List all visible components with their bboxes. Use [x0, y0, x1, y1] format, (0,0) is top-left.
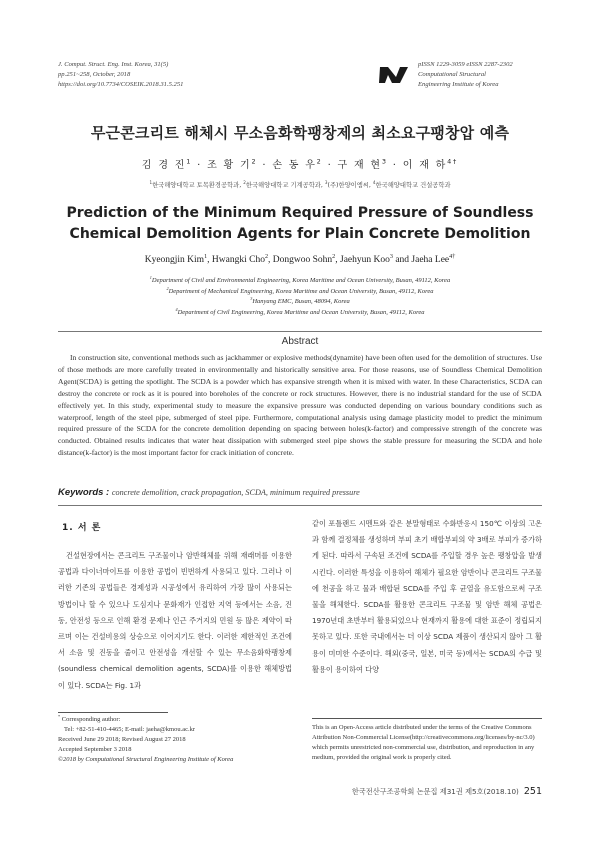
- affiliation-korean: 한국해양대학교 기계공학과,: [245, 182, 323, 189]
- keywords-text: concrete demolition, crack propagation, SCDA, minimum required pressure: [111, 488, 360, 497]
- open-access-notice: This is an Open-Access article distributed under the terms of the Creative Commons Attribution Non-Commercial License(http://creativecommons.org/licenses/by-nc/3.0) which permits unrestricted non-commercial use, distribution, and reproduction in any medium, provided the original work is properly cited.: [312, 718, 542, 763]
- title-english: Prediction of the Minimum Required Pressure of Soundless Chemical Demolition Agents for Plain Concrete Demolition: [66, 205, 534, 242]
- abstract-bottom-rule: [58, 505, 542, 506]
- publisher-name-line2: Engineering Institute of Korea: [418, 81, 499, 88]
- affiliation-mark: 2: [166, 285, 169, 291]
- author-affiliation-mark: 2: [316, 157, 323, 166]
- affiliation-mark: 1: [149, 274, 152, 280]
- author-korean: 김 경 진: [141, 160, 187, 171]
- affiliation-mark: 4: [372, 179, 376, 185]
- author-affiliation-mark: 4†: [447, 157, 459, 166]
- affiliation-english: [0, 276, 600, 287]
- journal-citation: J. Comput. Struct. Eng. Inst. Korea, 31(5): [58, 61, 169, 68]
- page-range: pp.251~258, October, 2018: [58, 71, 131, 78]
- intro-paragraph-left: 건설현장에서는 콘크리트 구조물이나 암반해체를 위해 재래머를 이용한 공법과 다이너마이트를 이용한 공법이 빈번하게 사용되고 있다. 그러나 이러한 기존의 공법들은 경제성과 시공성에서 유리하여 가장 많이 사용되는 방법이나 할 수 있으나 도심지나 문화재가 인접한 지역 등에서는 소음, 진동, 안전성 등으로 인해 환경 문제나 인근 주거지의 민원 등 많은 제약이 따르며 이는 건설비용의 상승으로 이어지기도 한다. 이러한 제한적인 조건에서 소음 및 진동을 줄이고 안전성을 개선할 수 있는 무소음화학팽창제(soundless chemical demolition agents, SCDA)를 이용한 해체방법이 있다. SCDA는 Fig. 1과: [58, 551, 292, 690]
- author-affiliation-mark: 2: [332, 253, 336, 260]
- doi-link[interactable]: https://doi.org/10.7734/COSEIK.2018.31.5.251: [58, 81, 184, 88]
- affiliations-korean: [0, 180, 600, 189]
- footnote-rule: [58, 712, 168, 713]
- author-korean: 구 재 현: [337, 160, 382, 171]
- publisher-header: [418, 60, 513, 90]
- section-heading-introduction: 1. 서 론: [62, 523, 102, 533]
- abstract-body: [58, 352, 542, 459]
- keywords: Keywords : concrete demolition, crack propagation, SCDA, minimum required pressure: [58, 487, 360, 498]
- corresponding-author-footnote: * Corresponding author: Tel: +82-51-410-4465; E-mail: jaeha@kmou.ac.kr Received June 29 2018; Revised August 27 2018 Accepted September 3 2018 ©2018 by Computational Structural Engineering Institute of Korea: [58, 715, 298, 765]
- author-english: Hwangki Cho: [211, 255, 265, 265]
- contact-info: Tel: +82-51-410-4465; E-mail: jaeha@kmou.ac.kr: [64, 726, 196, 733]
- author-english: Dongwoo Sohn: [272, 255, 333, 265]
- journal-header: [58, 60, 183, 90]
- page-footer: [0, 786, 542, 797]
- page-number: 251: [523, 786, 542, 797]
- abstract-top-rule: [58, 331, 542, 332]
- keywords-label: Keywords: [58, 487, 104, 498]
- received-date: Received June 29 2018; Revised August 27 2018: [58, 736, 186, 743]
- author-english: Kyeongjin Kim: [144, 255, 205, 265]
- affiliation-english: [0, 308, 600, 319]
- author-affiliation-mark: 1: [186, 157, 193, 166]
- authors-english: Kyeongjin Kim$^1$, Hwangki Cho$^2$, Dongwoo Sohn$^2$, Jaehyun Koo$^3$ and Jaeha Lee$^{4\dagger}$: [144, 253, 456, 265]
- affiliation-text: Department of Civil and Environmental Engineering, Korea Maritime and Ocean University, Busan, 49112, Korea: [151, 277, 451, 284]
- corresponding-label: Corresponding author:: [61, 716, 121, 723]
- publisher-logo-icon: [378, 63, 410, 85]
- author-korean: 조 황 기: [207, 160, 252, 171]
- author-affiliation-mark: 2: [251, 157, 258, 166]
- body-column-right: [312, 516, 542, 678]
- author-affiliation-mark: 3: [389, 253, 393, 260]
- intro-paragraph-right: 같이 포틀랜드 시멘트와 같은 분말형태로 수화반응시 150℃ 이상의 고온과 함께 결정체를 생성하며 부피 초기 배합부피의 약 3배로 부피가 증가하게 된다. 따라서 구속된 조건에 SCDA를 주입할 경우 높은 팽창압을 발생시킨다. 이러한 특성을 이용하여 해체가 필요한 암반이나 콘크리트 구조물에 천공을 하고 물과 배합된 SCDA를 주입 후 균열을 유도함으로써 구조물을 해체한다. SCDA를 활용한 콘크리트 구조물 및 암반 해체 공법은 1970년대 초반부터 활용되었으나 현재까지 활용에 대한 표준이 정립되지 못하고 있다. 또한 국내에서는 더 이상 SCDA 제품이 생산되지 않아 그 활용이 미미한 수준이다. 해외(중국, 일본, 미국 등)에서는 SCDA의 수급 및 활용이 용이하여 다양: [312, 519, 542, 674]
- affiliation-mark: 4: [175, 306, 178, 312]
- affiliation-english: [0, 287, 600, 298]
- issn: pISSN 1229-3059 eISSN 2287-2302: [418, 61, 513, 68]
- affiliation-mark: 2: [243, 179, 246, 185]
- affiliation-korean: 한국해양대학교 토목환경공학과,: [152, 182, 242, 189]
- affiliation-mark: 3: [324, 179, 328, 185]
- body-column-left: [58, 548, 292, 694]
- accepted-date: Accepted September 3 2018: [58, 746, 132, 753]
- affiliation-text: Hanyang EMC, Busan, 48094, Korea: [252, 298, 350, 306]
- publisher-name-line1: Computational Structural: [418, 71, 486, 78]
- affiliation-korean: (주)한양이엠씨,: [327, 182, 371, 189]
- affiliations-english: [0, 276, 600, 318]
- author-korean: 이 재 하: [402, 160, 448, 171]
- affiliation-english: [0, 297, 600, 308]
- author-affiliation-mark: 2: [264, 253, 269, 260]
- footer-journal: 한국전산구조공학회 논문집 제31권 제5호(2018.10): [351, 787, 519, 796]
- affiliation-mark: 3: [250, 296, 253, 302]
- affiliation-mark: 1: [149, 179, 153, 185]
- abstract-heading: Abstract: [281, 336, 319, 347]
- author-english: Jaeha Lee: [411, 255, 450, 265]
- copyright: ©2018 by Computational Structural Engineering Institute of Korea: [58, 756, 234, 763]
- author-affiliation-mark: 4†: [449, 253, 456, 260]
- author-korean: 손 동 우: [272, 160, 317, 171]
- author-affiliation-mark: 1: [204, 253, 208, 260]
- author-english: Jaehyun Koo: [340, 255, 390, 265]
- affiliation-text: Department of Mechanical Engineering, Korea Maritime and Ocean University, Busan, 49112, Korea: [168, 287, 434, 295]
- abstract-text: In construction site, conventional methods such as jackhammer or explosive methods(dynamite) have been often used for the demolition of structures. Use of those methods are more carefully treated in environmentally and historically sensitive area. For those reasons, use of Soundless Chemical Demolition Agent(SCDA) is getting the spotlight. The SCDA is a powder which has expansive strength when it is mixed with water. In these Characteristics, SCDA can destroy the concrete or rock as it is poured into boreholes of the concrete or rock structures. However, there is no industrial standard for the use of SCDA effectively yet. In this study, experimental study to measure the expansive pressure was conducted depending on various boundary conditions such as waterproof, length of the steel pipe, submerged of steel pipe. Furthermore, computational analysis using damage plasticity model to predict the minimum required pressure of the SCDA for the concrete demolition depending on spacing between holes(k-factor) and compressive strength of the concrete was conducted. Obtained results indicates that water heat dissipation with submerged steel pipe shows the stable pressure for measuring the SCDA and hole distance(k-factor) is the most important factor for crack initiation of concrete.: [58, 353, 542, 458]
- authors-korean: 김 경 진$^1$ · 조 황 기$^2$ · 손 동 우$^2$ · 구 재 현$^3$ · 이 재 하$^{4\dagger}$: [141, 157, 459, 171]
- affiliation-korean: 한국해양대학교 건설공학과: [375, 182, 451, 189]
- title-korean: 무근콘크리트 해체시 무소음화학팽창제의 최소요구팽창압 예측: [90, 124, 510, 142]
- affiliation-text: Department of Civil Engineering, Korea Maritime and Ocean University, Busan, 49112, Korea: [177, 308, 425, 316]
- author-affiliation-mark: 3: [381, 157, 388, 166]
